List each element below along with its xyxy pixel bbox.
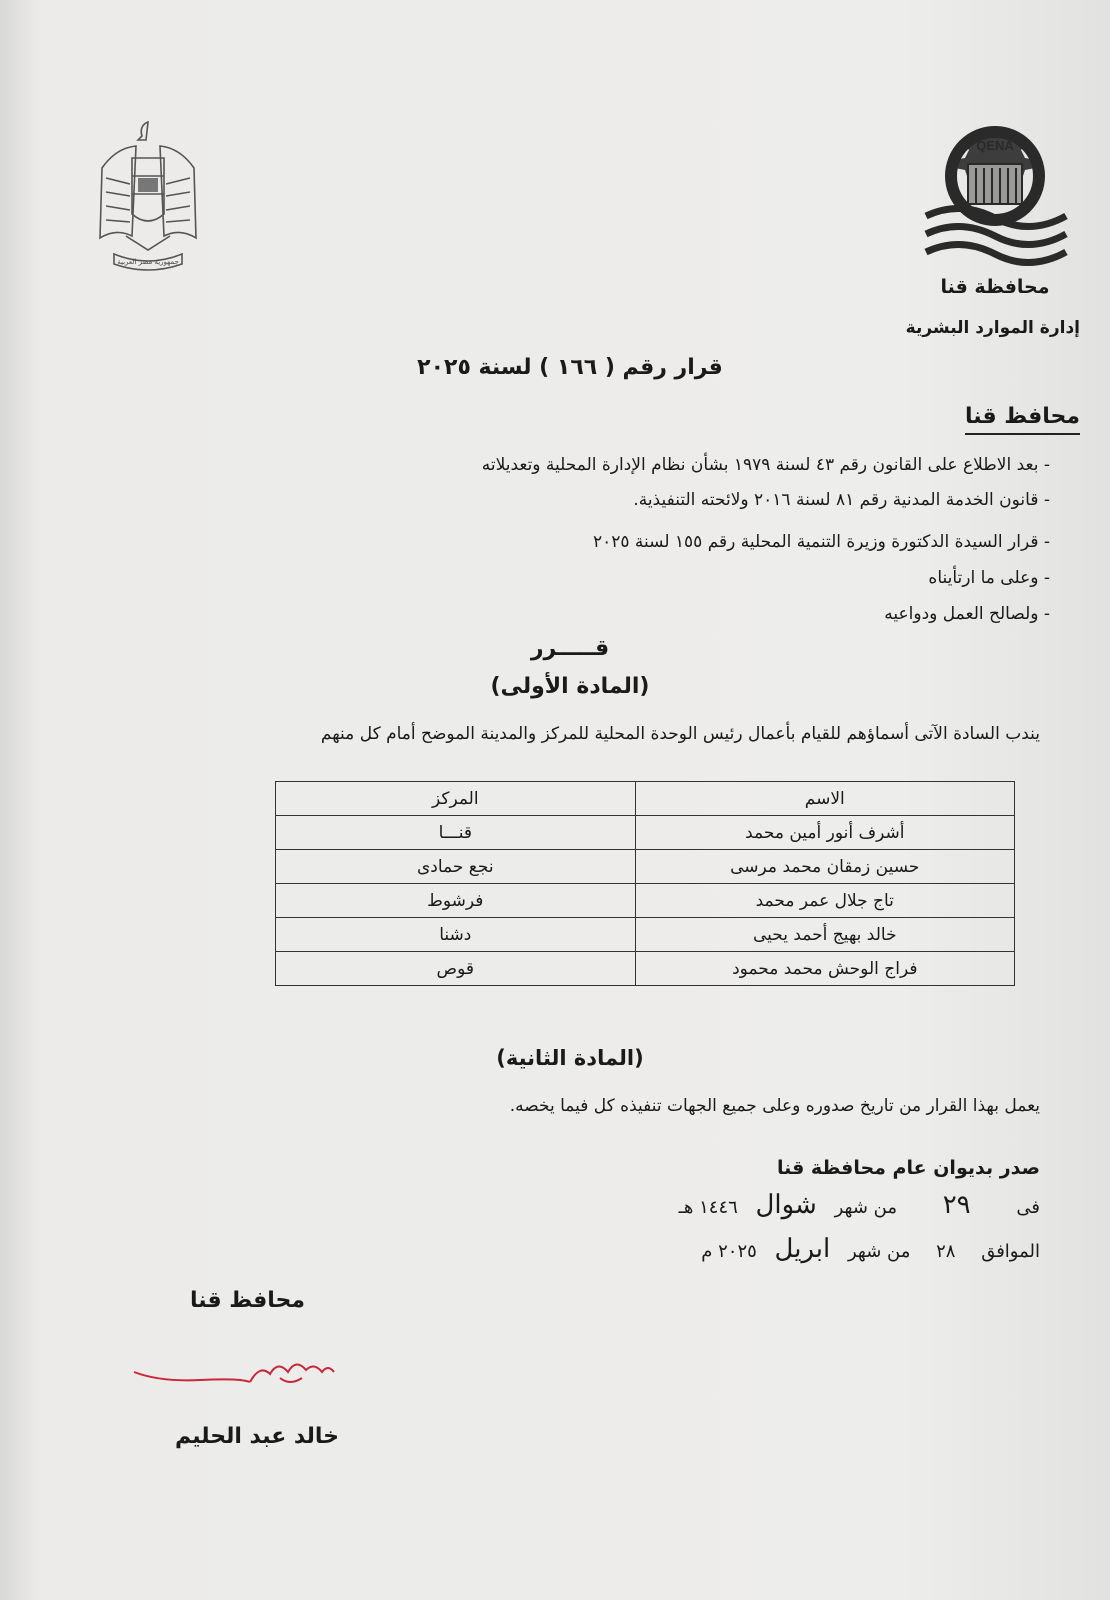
article-two-title: (المادة الثانية) — [496, 1046, 644, 1070]
issued-at: صدر بديوان عام محافظة قنا — [776, 1157, 1040, 1179]
greg-month: ابريل — [774, 1234, 831, 1264]
hijri-month: شوال — [755, 1190, 817, 1220]
hijri-prefix: فى — [1016, 1197, 1040, 1218]
header-name: الاسم — [635, 782, 1014, 816]
preamble-item: - وعلى ما ارتأيناه — [928, 568, 1050, 588]
signatory-name: خالد عبد الحليم — [175, 1424, 339, 1449]
egypt-eagle-emblem-icon — [96, 118, 200, 278]
table-row — [276, 918, 1015, 952]
greg-year: ٢٠٢٥ م — [701, 1241, 757, 1262]
gregorian-date — [701, 1234, 1040, 1264]
hijri-year: ١٤٤٦ هـ — [678, 1197, 738, 1218]
logo-text: QENA — [976, 138, 1014, 153]
hijri-date — [679, 1190, 1040, 1220]
table-header-row — [276, 782, 1015, 816]
preamble-item: - بعد الاطلاع على القانون رقم ٤٣ لسنة ١٩٧٩ بشأن نظام الإدارة المحلية وتعديلاته — [481, 455, 1050, 475]
decreed-heading: قـــــرر — [530, 636, 610, 661]
table-row — [276, 884, 1015, 918]
emblem-text: جمهورية مصر العربية — [117, 258, 179, 266]
signature-title: محافظ قنا — [190, 1288, 306, 1313]
row-name: تاج جلال عمر محمد — [635, 884, 1014, 918]
article-one-title: (المادة الأولى) — [490, 674, 650, 699]
greg-month-label: من شهر — [847, 1241, 911, 1262]
decision-title: قرار رقم ( ١٦٦ ) لسنة ٢٠٢٥ — [417, 355, 723, 380]
handwritten-signature — [130, 1352, 340, 1408]
row-name: فراج الوحش محمد محمود — [635, 952, 1014, 986]
preamble-item: - ولصالح العمل ودواعيه — [884, 604, 1050, 624]
header-center: المركز — [276, 782, 636, 816]
greg-prefix: الموافق — [981, 1241, 1040, 1262]
hijri-day: ٢٩ — [942, 1190, 971, 1220]
preamble-item: - قرار السيدة الدكتورة وزيرة التنمية المحلية رقم ١٥٥ لسنة ٢٠٢٥ — [592, 532, 1050, 552]
greg-day: ٢٨ — [936, 1241, 956, 1262]
row-center: دشنا — [276, 918, 636, 952]
row-name: حسين زمقان محمد مرسى — [635, 850, 1014, 884]
department-name: إدارة الموارد البشرية — [905, 318, 1080, 338]
table-row — [276, 952, 1015, 986]
row-center: قوص — [276, 952, 636, 986]
row-center: قنـــا — [276, 816, 636, 850]
article-one-text: يندب السادة الآتى أسماؤهم للقيام بأعمال رئيس الوحدة المحلية للمركز والمدينة الموضح أمام كل منهم — [320, 724, 1040, 744]
row-name: خالد بهيج أحمد يحيى — [635, 918, 1014, 952]
logo-caption: محافظة قنا — [940, 276, 1050, 298]
table-row — [276, 816, 1015, 850]
assignment-table — [275, 781, 1015, 986]
row-center: فرشوط — [276, 884, 636, 918]
row-center: نجع حمادى — [276, 850, 636, 884]
preamble-item: - قانون الخدمة المدنية رقم ٨١ لسنة ٢٠١٦ ولائحته التنفيذية. — [633, 490, 1050, 510]
article-two-text: يعمل بهذا القرار من تاريخ صدوره وعلى جميع الجهات تنفيذه كل فيما يخصه. — [509, 1096, 1040, 1116]
qena-governorate-logo-icon — [920, 120, 1070, 268]
table-row — [276, 850, 1015, 884]
row-name: أشرف أنور أمين محمد — [635, 816, 1014, 850]
governor-heading: محافظ قنا — [965, 404, 1080, 435]
hijri-month-label: من شهر — [834, 1197, 897, 1218]
